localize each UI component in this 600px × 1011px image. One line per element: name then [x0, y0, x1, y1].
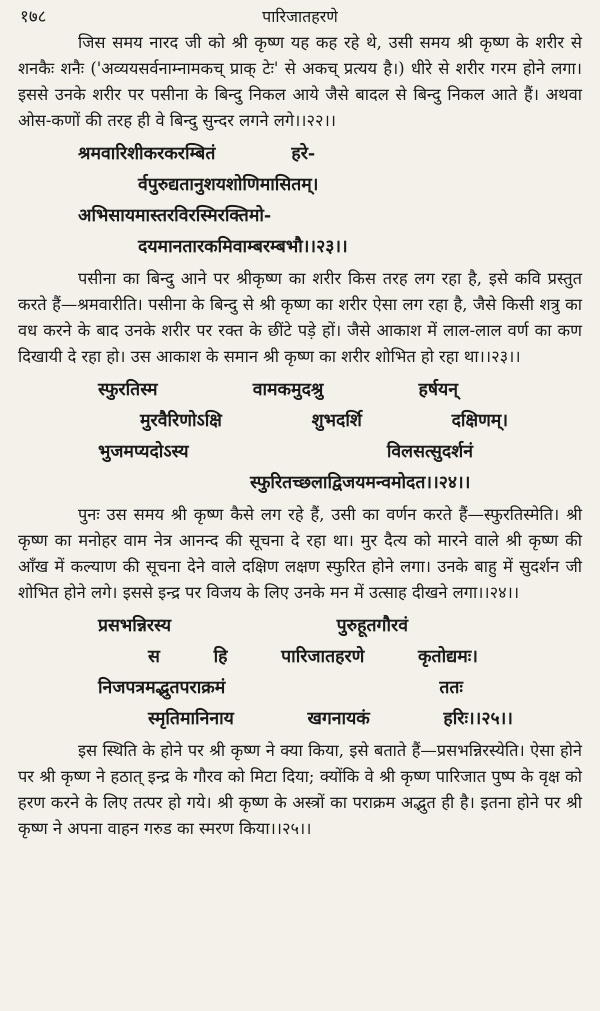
page-number: १७८	[20, 7, 47, 27]
verse-line	[18, 200, 582, 231]
verse-line	[18, 405, 508, 436]
commentary-paragraph-24: पुनः उस समय श्री कृष्ण कैसे लग रहे हैं, उसी का वर्णन करते हैं—स्फुरतिस्मेति। श्री कृष्ण का मनोहर वाम नेत्र आनन्द की सूचना दे रहा था। मुर दैत्य को मारने वाले श्री कृष्ण की आँख में कल्याण की सूचना देने वाले दक्षिण लक्षण स्फुरित होने लगा। उनके बाहु में सुदर्शन जी शोभित होने लगे। इससे इन्द्र पर विजय के लिए उनके मन में उत्साह दीखने लगा।।२४।।	[18, 505, 582, 602]
verse-word: स्मृतिमानिनाय	[148, 708, 234, 729]
verse-word: हर्षयन्	[418, 379, 458, 400]
verse-line	[18, 672, 463, 703]
verse-word: हरिः।।२५।।	[443, 708, 513, 729]
verse-line	[18, 231, 582, 262]
commentary-paragraph-22: जिस समय नारद जी को श्री कृष्ण यह कह रहे थे, उसी समय श्री कृष्ण के शरीर से शनकैः शनैः ('अव्ययसर्वनाम्नामकच् प्राक् टेः' से अकच् प्रत्यय है।) धीरे से शरीर गरम होने लगा। इससे उनके शरीर पर पसीना के बिन्दु निकल आये जैसे बादल से बिन्दु निकल आते हैं। अथवा ओस-कणों की तरह ही वे बिन्दु सुन्दर लगने लगे।।२२।।	[18, 33, 582, 130]
verse-23	[18, 138, 582, 262]
commentary-paragraph-23: पसीना का बिन्दु आने पर श्रीकृष्ण का शरीर किस तरह लग रहा है, इसे कवि प्रस्तुत करते हैं—श्रमवारीति। पसीना के बिन्दु से श्री कृष्ण का शरीर ऐसा लग रहा है, जैसे किसी शत्रु का वध करने के बाद उनके शरीर पर रक्त के छींटे पड़े हों। जैसे आकाश में लाल-लाल वर्ण का कण दिखायी दे रहा हो। उस आकाश के समान श्री कृष्ण का शरीर शोभित हो रहा था।।२३।।	[18, 269, 582, 366]
verse-word: प्रसभन्निरस्य	[98, 615, 172, 636]
verse-line	[18, 467, 582, 498]
verse-word: वामकमुदश्रु	[252, 379, 324, 400]
verse-word: खगनायकं	[307, 708, 370, 729]
verse-24	[18, 374, 582, 498]
verse-line	[18, 374, 458, 405]
verse-word: पुरुहूतगौरवं	[336, 615, 408, 636]
verse-line	[18, 610, 408, 641]
verse-word: र्वपुरुद्यतानुशयशोणिमासितम्।	[138, 174, 319, 195]
commentary-paragraph-25: इस स्थिति के होने पर श्री कृष्ण ने क्या किया, इसे बताते हैं—प्रसभन्निरस्येति। ऐसा होने पर श्री कृष्ण ने हठात् इन्द्र के गौरव को मिटा दिया; क्योंकि वे श्री कृष्ण पारिजात पुष्प के वृक्ष को हरण करने के लिए तत्पर हो गये। श्री कृष्ण के अस्त्रों का पराक्रम अद्भुत ही है। इतना होने पर श्री कृष्ण ने अपना वाहन गरुड का स्मरण किया।।२५।।	[18, 741, 582, 838]
verse-word: दक्षिणम्।	[451, 410, 508, 431]
verse-word: शुभदर्शि	[311, 410, 362, 431]
verse-line	[18, 641, 478, 672]
verse-line	[18, 703, 513, 734]
verse-word: ततः	[439, 677, 463, 698]
verse-word: स्फुरतिस्म	[98, 379, 158, 400]
verse-word: भुजमप्यदोऽस्य	[98, 441, 189, 462]
verse-word: निजपत्रमद्भुतपराक्रमं	[98, 677, 226, 698]
verse-word: कृतोद्यमः।	[418, 646, 478, 667]
page-title: पारिजातहरणे	[262, 7, 338, 26]
verse-25	[18, 610, 582, 734]
verse-word: श्रमवारिशीकरकरम्बितं	[78, 143, 216, 164]
verse-word: पारिजातहरणे	[281, 646, 365, 667]
verse-word: मुरवैरिणोऽक्षि	[140, 410, 222, 431]
verse-line	[18, 436, 473, 467]
verse-word: अभिसायमास्तरविरस्मिरक्तिमो-	[78, 205, 272, 226]
verse-line	[18, 169, 582, 200]
page-header	[18, 4, 582, 30]
verse-line	[18, 138, 582, 169]
verse-word: हरे-	[291, 143, 316, 164]
verse-word: दयमानतारकमिवाम्बरम्बभौ।।२३।।	[138, 236, 348, 257]
verse-word: स्फुरितच्छलाद्विजयमन्वमोदत।।२४।।	[250, 472, 471, 493]
verse-word: विलसत्सुदर्शनं	[386, 441, 473, 462]
verse-word: हि	[213, 646, 228, 667]
verse-word: स	[148, 646, 160, 667]
